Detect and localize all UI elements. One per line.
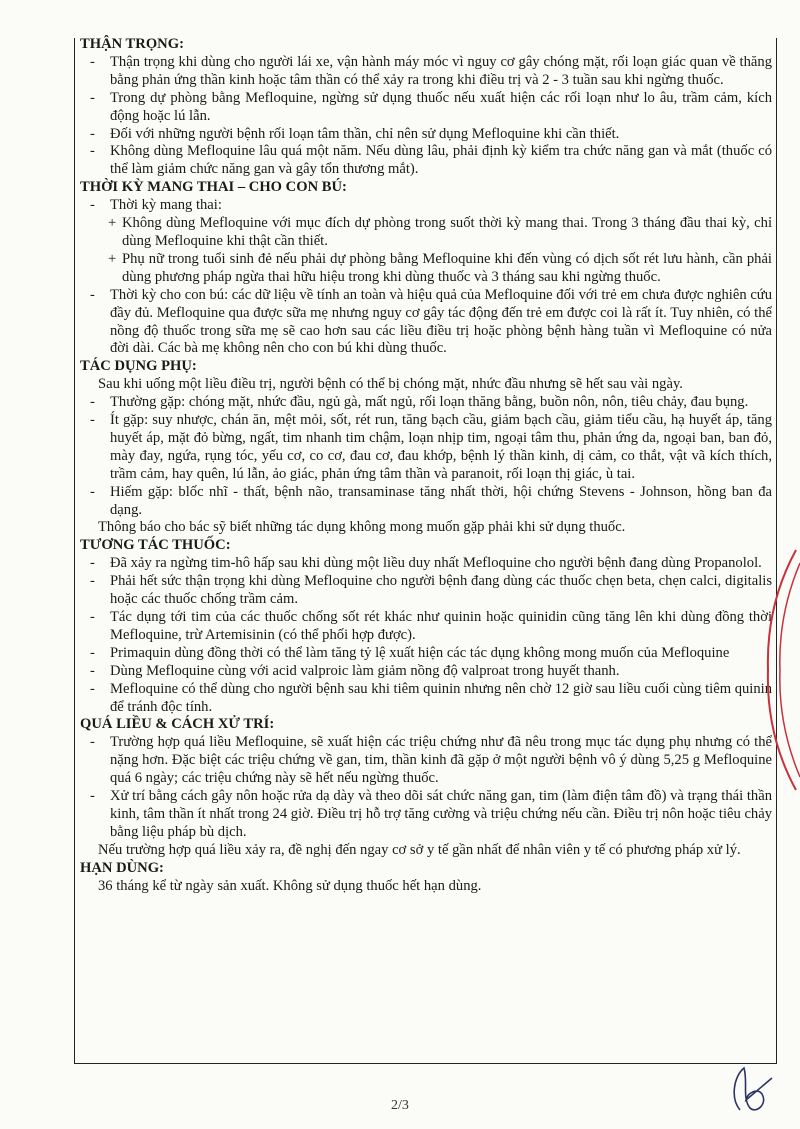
page-number: 2/3 [391,1098,409,1113]
paragraph: Thông báo cho bác sỹ biết những tác dụng không mong muốn gặp phải khi sử dụng thuốc. [98,519,626,536]
section-title-tuong-tac: TƯƠNG TÁC THUỐC: [80,537,231,554]
company-stamp [756,545,800,795]
list-item: - Ít gặp: suy nhược, chán ăn, mệt mỏi, sốt, rét run, tăng bạch cầu, giảm bạch cầu, giảm tiểu cầu, hạ huyết áp, tăng huyết áp, mặt đỏ bừng, ngất, tim nhanh tim chậm, loạn nhịp tim, ngoại tâm thu, phản ứng da, ngoại ban, ban đỏ, mày đay, ngứa, rụng tóc, yếu cơ, co cơ, đau cơ, đau khớp, bệnh lý thần kinh, dị cảm, co thắt, vật vã kích thích, trầm cảm, hay quên, lú lẫn, ảo giác, phản ứng tâm thần và paranoit, rối loạn thị giác, ù tai. [80,412,772,484]
section-title-mang-thai: THỜI KỲ MANG THAI – CHO CON BÚ: [80,179,347,196]
list-item: - Primaquin dùng đồng thời có thể làm tăng tỷ lệ xuất hiện các tác dụng không mong muốn của Mefloquine [80,645,772,663]
list-item: - Đối với những người bệnh rối loạn tâm thần, chỉ nên sử dụng Mefloquine khi cần thiết. [80,126,772,144]
list-item: - Thời kỳ mang thai: [80,197,772,215]
list-item: - Thời kỳ cho con bú: các dữ liệu về tính an toàn và hiệu quả của Mefloquine đối với trẻ em chưa được nghiên cứu đầy đủ. Mefloquine qua được sữa mẹ nhưng nguy cơ gây tác động đến trẻ em được coi là rất ít. Tuy nhiên, có thể nồng độ thuốc trong sữa mẹ sẽ cao hơn sau các liều điều trị hoặc phòng bệnh hàng tuần vì Mefloquine có nửa đời dài. Các bà mẹ không nên cho con bú khi dùng thuốc. [80,287,772,359]
list-item: - Tác dụng tới tim của các thuốc chống sốt rét khác như quinin hoặc quinidin cũng tăng lên khi dùng đồng thời Mefloquine, trừ Artemisinin (có thể phối hợp được). [80,609,772,645]
list-item: - Không dùng Mefloquine lâu quá một năm. Nếu dùng lâu, phải định kỳ kiểm tra chức năng gan và mắt (thuốc có thể làm giảm chức năng gan và gây tổn thương mắt). [80,143,772,179]
section-title-han-dung: HẠN DÙNG: [80,859,164,876]
list-item: - Trường hợp quá liều Mefloquine, sẽ xuất hiện các triệu chứng như đã nêu trong mục tác dụng phụ nhưng có thể nặng hơn. Đặc biệt các triệu chứng về gan, tim, thần kinh đã gặp ở một người bệnh vô ý dùng 5,25 g Mefloquine quá 6 ngày; các triệu chứng này sẽ hết nếu ngừng thuốc. [80,734,772,788]
sub-list-item: + Phụ nữ trong tuổi sinh đẻ nếu phải dự phòng bằng Mefloquine khi đến vùng có dịch sốt rét lưu hành, cần phải dùng phương pháp ngừa thai hữu hiệu trong khi dùng thuốc và 3 tháng sau khi ngừng thuốc. [80,251,772,287]
list-item: - Xử trí bằng cách gây nôn hoặc rửa dạ dày và theo dõi sát chức năng gan, tim (làm điện tâm đồ) và trạng thái thần kinh, tâm thần ít nhất trong 24 giờ. Điều trị hỗ trợ tăng cường và triệu chứng nếu cần. Điều trị nôn hoặc tiêu chảy bằng liệu pháp bù dịch. [80,788,772,842]
list-item: - Mefloquine có thể dùng cho người bệnh sau khi tiêm quinin nhưng nên chờ 12 giờ sau liều cuối cùng tiêm quinin để tránh độc tính. [80,681,772,717]
list-item: - Đã xảy ra ngừng tim-hô hấp sau khi dùng một liều duy nhất Mefloquine cho người bệnh đang dùng Propanolol. [80,555,772,573]
paragraph: 36 tháng kể từ ngày sản xuất. Không sử dụng thuốc hết hạn dùng. [98,877,482,894]
section-title-tac-dung-phu: TÁC DỤNG PHỤ: [80,358,197,375]
list-item: - Trong dự phòng bằng Mefloquine, ngừng sử dụng thuốc nếu xuất hiện các rối loạn như lo âu, trầm cảm, kích động hoặc lú lẫn. [80,90,772,126]
list-item: - Hiếm gặp: blốc nhĩ - thất, bệnh não, transaminase tăng nhất thời, hội chứng Stevens - Johnson, hồng ban đa dạng. [80,484,772,520]
section-title-qua-lieu: QUÁ LIỀU & CÁCH XỬ TRÍ: [80,716,275,733]
document-body [80,36,772,896]
paragraph: Nếu trường hợp quá liều xảy ra, đề nghị đến ngay cơ sở y tế gần nhất để nhân viên y tế có phương pháp xử lý. [98,841,741,858]
section-title-than-trong: THẬN TRỌNG: [80,36,184,52]
list-item: - Phải hết sức thận trọng khi dùng Mefloquine cho người bệnh đang dùng các thuốc chẹn beta, chẹn calci, digitalis hoặc các thuốc chống trầm cảm. [80,573,772,609]
sub-list-item: + Không dùng Mefloquine với mục đích dự phòng trong suốt thời kỳ mang thai. Trong 3 tháng đầu thai kỳ, chỉ dùng Mefloquine khi thật cần thiết. [80,215,772,251]
list-item: - Dùng Mefloquine cùng với acid valproic làm giảm nồng độ valproat trong huyết thanh. [80,663,772,681]
list-item: - Thường gặp: chóng mặt, nhức đầu, ngủ gà, mất ngủ, rối loạn thăng bằng, buồn nôn, nôn, tiêu chảy, đau bụng. [80,394,772,412]
list-item: - Thận trọng khi dùng cho người lái xe, vận hành máy móc vì nguy cơ gây chóng mặt, rối loạn giác quan về thăng bằng phản ứng thần kinh hoặc tâm thần có thể xảy ra trong khi điều trị và 2 - 3 tuần sau khi ngừng thuốc. [80,54,772,90]
paragraph: Sau khi uống một liều điều trị, người bệnh có thể bị chóng mặt, nhức đầu nhưng sẽ hết sau vài ngày. [98,376,683,393]
